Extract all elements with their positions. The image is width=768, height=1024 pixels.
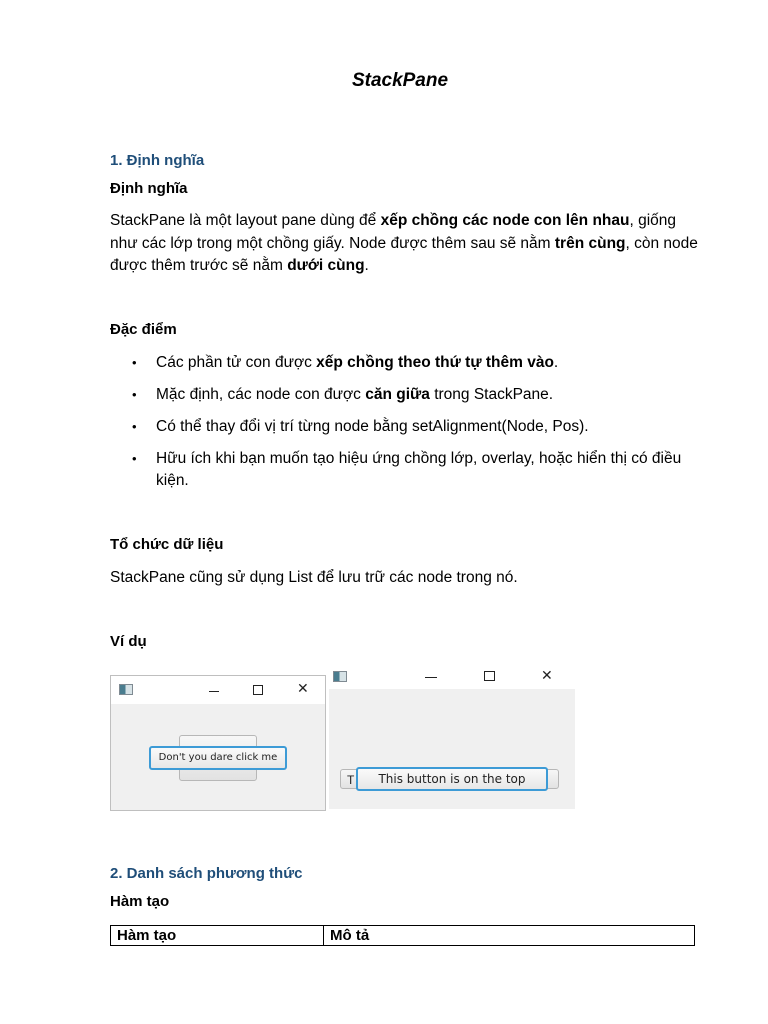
top-button[interactable]: This button is on the top (356, 767, 548, 791)
list-item: • Có thể thay đổi vị trí từng node bằng setAlignment(Node, Pos). (110, 416, 700, 438)
window-titlebar (111, 676, 325, 704)
features-list (110, 352, 700, 502)
constructor-table (110, 925, 695, 946)
maximize-icon[interactable] (484, 671, 495, 681)
subheading-example: Ví dụ (110, 633, 147, 650)
app-icon (119, 684, 133, 695)
close-icon[interactable]: ✕ (297, 681, 309, 697)
emphasis-text: trên cùng (554, 234, 626, 252)
subheading-data-organization: Tổ chức dữ liệu (110, 536, 224, 553)
emphasis-text: xếp chồng các node con lên nhau (380, 212, 630, 229)
top-button[interactable]: Don't you dare click me (149, 746, 287, 770)
maximize-icon[interactable] (253, 685, 263, 695)
emphasis-text: dưới cùng (287, 257, 365, 274)
bottom-button[interactable]: T (340, 769, 559, 789)
list-item: • Các phần tử con được xếp chồng theo thứ tự thêm vào. (110, 352, 700, 374)
emphasis-text: xếp chồng theo thứ tự thêm vào (316, 354, 554, 371)
page-title: StackPane (351, 70, 449, 91)
section-heading-definition: 1. Định nghĩa (110, 152, 205, 169)
section-heading-methods: 2. Danh sách phương thức (110, 865, 303, 882)
table-header-row (111, 926, 695, 946)
list-item: • Hữu ích khi bạn muốn tạo hiệu ứng chồng lớp, overlay, hoặc hiển thị có điều kiện. (110, 448, 700, 491)
list-item: • Mặc định, các node con được căn giữa trong StackPane. (110, 384, 700, 406)
example-window-2 (329, 665, 575, 809)
table-header-cell: Mô tả (324, 926, 695, 946)
close-icon[interactable]: ✕ (541, 668, 553, 684)
subheading-constructor: Hàm tạo (110, 893, 170, 910)
minimize-icon[interactable] (209, 691, 219, 692)
data-organization-paragraph: StackPane cũng sử dụng List để lưu trữ các node trong nó. (110, 569, 518, 586)
subheading-definition: Định nghĩa (110, 180, 188, 197)
subheading-features: Đặc điểm (110, 321, 177, 338)
definition-paragraph: StackPane là một layout pane dùng để xếp chồng các node con lên nhau, giống như các lớp trong một chồng giấy. Node được thêm sau sẽ nằm trên cùng, còn node được thêm trước sẽ nằm dưới cùng. (110, 212, 698, 274)
table-header-cell: Hàm tạo (111, 926, 324, 946)
example-window-1 (110, 675, 326, 811)
app-icon (333, 671, 347, 682)
window-titlebar (329, 665, 575, 689)
minimize-icon[interactable] (425, 677, 437, 678)
emphasis-text: căn giữa (365, 386, 430, 403)
